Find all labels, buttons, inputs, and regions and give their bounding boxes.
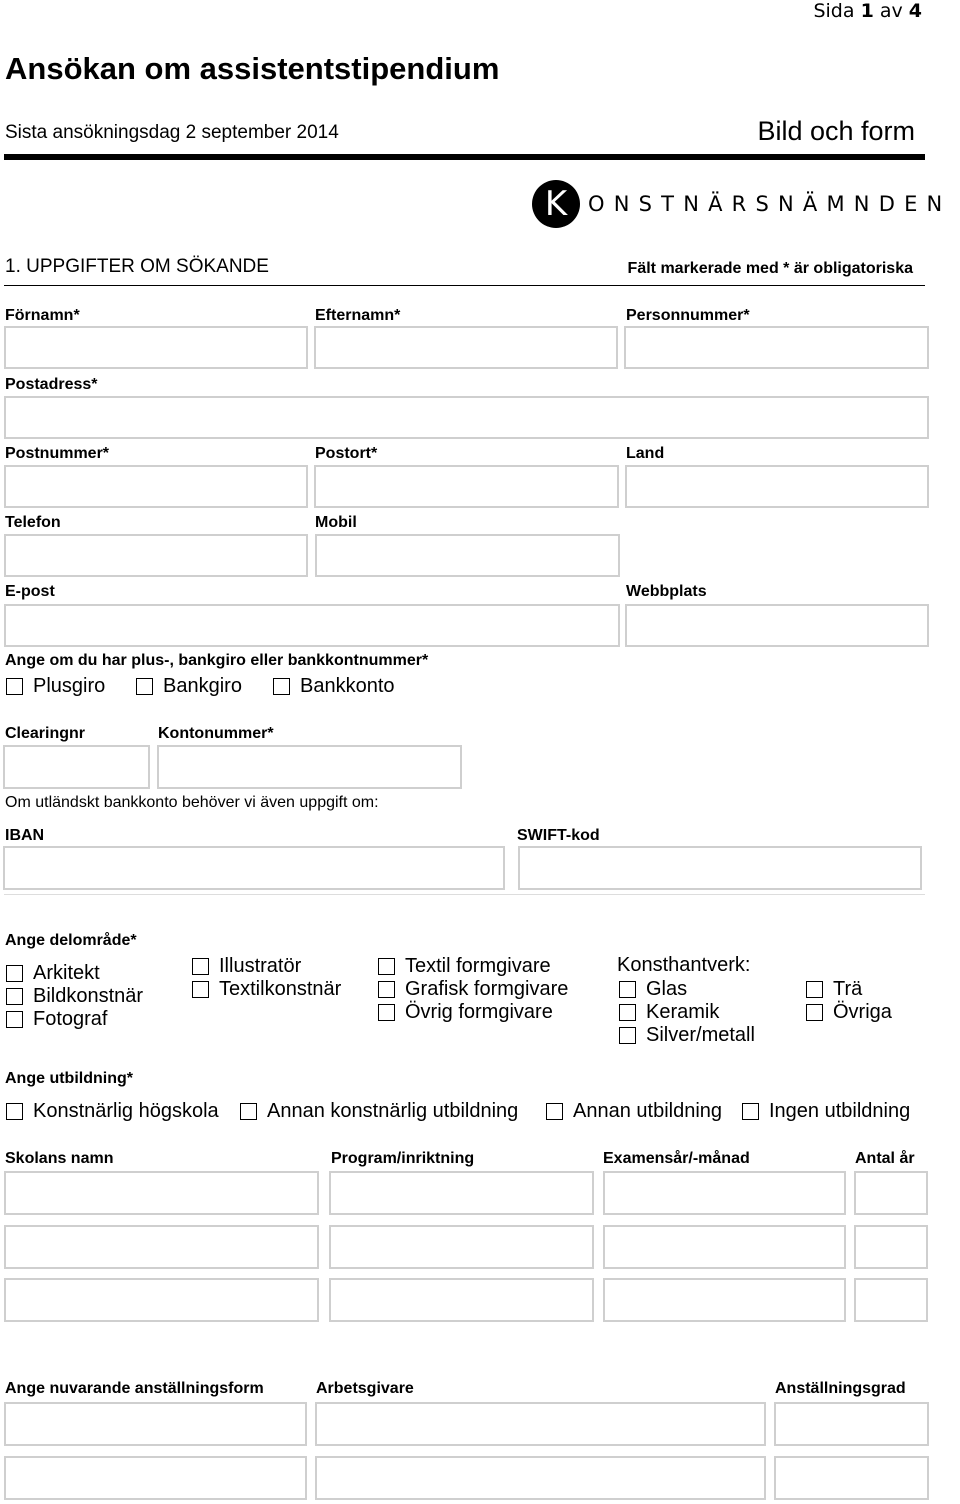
bankkonto-checkbox[interactable] [273, 675, 395, 698]
ingen-utbildning-checkbox[interactable] [742, 1100, 910, 1123]
webbplats-label: Webbplats [626, 583, 707, 600]
deadline-text: Sista ansökningsdag 2 september 2014 [5, 122, 339, 143]
skolans-namn-label: Skolans namn [5, 1150, 114, 1167]
page-number: Sida 1 av 4 [813, 0, 922, 22]
antal-ar-field[interactable] [854, 1171, 928, 1215]
checkbox-box[interactable] [192, 958, 209, 975]
personnummer-label: Personnummer* [626, 307, 750, 324]
arkitekt-checkbox[interactable] [6, 962, 100, 985]
annan-konstnarlig-utbildning-checkbox[interactable] [240, 1100, 518, 1123]
konstnarsnamnden-logo [532, 180, 951, 228]
konstnarlig-hogskola-checkbox[interactable] [6, 1100, 219, 1123]
checkbox-box[interactable] [378, 1004, 395, 1021]
swift-field[interactable] [518, 846, 922, 890]
illustrator-checkbox[interactable] [192, 955, 301, 978]
ovrig-formgivare-checkbox[interactable] [378, 1001, 553, 1024]
skolans-namn-field[interactable] [4, 1278, 319, 1322]
annan-utbildning-checkbox[interactable] [546, 1100, 722, 1123]
checkbox-label: Arkitekt [33, 962, 100, 984]
header-divider [4, 154, 925, 160]
checkbox-label: Silver/metall [646, 1024, 755, 1046]
fornamn-field[interactable] [4, 326, 308, 369]
postnummer-label: Postnummer* [5, 445, 110, 462]
glas-checkbox[interactable] [619, 978, 687, 1001]
clearingnr-field[interactable] [3, 745, 150, 789]
anstallningsform-label: Ange nuvarande anställningsform [5, 1380, 264, 1397]
clearingnr-label: Clearingnr [5, 725, 86, 742]
required-note: Fält markerade med * är obligatoriska [627, 260, 913, 277]
checkbox-box[interactable] [619, 1027, 636, 1044]
epost-field[interactable] [4, 604, 620, 647]
checkbox-box[interactable] [619, 1004, 636, 1021]
checkbox-label: Textil formgivare [405, 955, 551, 977]
checkbox-box[interactable] [806, 981, 823, 998]
checkbox-label: Konstnärlig högskola [33, 1100, 219, 1122]
efternamn-field[interactable] [314, 326, 618, 369]
arbetsgivare-field[interactable] [315, 1456, 766, 1500]
checkbox-box[interactable] [6, 988, 23, 1005]
postadress-label: Postadress* [5, 376, 98, 393]
ovriga-checkbox[interactable] [806, 1001, 892, 1024]
checkbox-box[interactable] [742, 1103, 759, 1120]
antal-ar-field[interactable] [854, 1278, 928, 1322]
iban-label: IBAN [5, 827, 45, 844]
checkbox-label: Keramik [646, 1001, 720, 1023]
silver-metall-checkbox[interactable] [619, 1024, 755, 1047]
epost-label: E-post [5, 583, 55, 600]
examensar-label: Examensår/-månad [603, 1150, 750, 1167]
antal-ar-field[interactable] [854, 1225, 928, 1269]
postort-label: Postort* [315, 445, 378, 462]
checkbox-label: Ingen utbildning [769, 1100, 911, 1122]
anstallningsgrad-label: Anställningsgrad [775, 1380, 906, 1397]
program-field[interactable] [329, 1278, 594, 1322]
keramik-checkbox[interactable] [619, 1001, 719, 1024]
foreign-account-note: Om utländskt bankkonto behöver vi även uppgift om: [5, 794, 379, 811]
tra-checkbox[interactable] [806, 978, 862, 1001]
anstallningsgrad-field[interactable] [774, 1456, 929, 1500]
checkbox-label: Annan konstnärlig utbildning [267, 1100, 519, 1122]
examensar-field[interactable] [603, 1225, 846, 1269]
delomrade-label: Ange delområde* [5, 932, 137, 949]
land-field[interactable] [625, 465, 929, 508]
checkbox-label: Grafisk formgivare [405, 978, 569, 1000]
bankgiro-checkbox[interactable] [136, 675, 242, 698]
telefon-field[interactable] [4, 534, 308, 577]
efternamn-label: Efternamn* [315, 307, 401, 324]
checkbox-box[interactable] [378, 981, 395, 998]
checkbox-box[interactable] [546, 1103, 563, 1120]
textilkonstnar-checkbox[interactable] [192, 978, 341, 1001]
kontonummer-label: Kontonummer* [158, 725, 274, 742]
postadress-field[interactable] [4, 396, 929, 439]
program-field[interactable] [329, 1171, 594, 1215]
fotograf-checkbox[interactable] [6, 1008, 107, 1031]
textil-formgivare-checkbox[interactable] [378, 955, 551, 978]
skolans-namn-field[interactable] [4, 1171, 319, 1215]
fornamn-label: Förnamn* [5, 307, 80, 324]
checkbox-label: Illustratör [219, 955, 302, 977]
program-field[interactable] [329, 1225, 594, 1269]
iban-field[interactable] [3, 846, 505, 890]
section-title: 1. UPPGIFTER OM SÖKANDE [5, 256, 269, 277]
page-title: Ansökan om assistentstipendium [5, 51, 500, 86]
postort-field[interactable] [314, 465, 619, 508]
checkbox-box[interactable] [273, 678, 290, 695]
land-label: Land [626, 445, 665, 462]
bank-divider [4, 894, 925, 895]
skolans-namn-field[interactable] [4, 1225, 319, 1269]
bank-question-label: Ange om du har plus-, bankgiro eller bankkontnummer* [5, 652, 429, 669]
utbildning-label: Ange utbildning* [5, 1070, 133, 1087]
konsthantverk-heading: Konsthantverk: [617, 954, 751, 976]
checkbox-label: Trä [833, 978, 863, 1000]
webbplats-field[interactable] [625, 604, 929, 647]
category-text: Bild och form [757, 116, 915, 146]
antal-ar-label: Antal år [855, 1150, 915, 1167]
checkbox-box[interactable] [378, 958, 395, 975]
checkbox-box[interactable] [6, 1011, 23, 1028]
checkbox-box[interactable] [192, 981, 209, 998]
kontonummer-field[interactable] [157, 745, 462, 789]
checkbox-box[interactable] [6, 678, 23, 695]
checkbox-box[interactable] [6, 965, 23, 982]
logo-text: ONSTNÄRSNÄMNDEN [588, 192, 952, 216]
arbetsgivare-label: Arbetsgivare [316, 1380, 414, 1397]
program-label: Program/inriktning [331, 1150, 475, 1167]
logo-k-circle: K [532, 180, 580, 228]
checkbox-label: Bankgiro [163, 675, 242, 697]
checkbox-box[interactable] [6, 1103, 23, 1120]
checkbox-box[interactable] [240, 1103, 257, 1120]
checkbox-label: Bildkonstnär [33, 985, 144, 1007]
checkbox-label: Textilkonstnär [219, 978, 342, 1000]
examensar-field[interactable] [603, 1278, 846, 1322]
checkbox-label: Annan utbildning [573, 1100, 723, 1122]
checkbox-box[interactable] [619, 981, 636, 998]
mobil-field[interactable] [315, 534, 620, 577]
checkbox-label: Bankkonto [300, 675, 395, 697]
postnummer-field[interactable] [4, 465, 308, 508]
checkbox-label: Glas [646, 978, 688, 1000]
anstallningsform-field[interactable] [4, 1402, 307, 1446]
grafisk-formgivare-checkbox[interactable] [378, 978, 568, 1001]
checkbox-label: Övriga [833, 1001, 892, 1023]
checkbox-label: Fotograf [33, 1008, 108, 1030]
checkbox-label: Övrig formgivare [405, 1001, 553, 1023]
plusgiro-checkbox[interactable] [6, 675, 105, 698]
personnummer-field[interactable] [624, 326, 929, 369]
arbetsgivare-field[interactable] [315, 1402, 766, 1446]
bildkonstnar-checkbox[interactable] [6, 985, 143, 1008]
examensar-field[interactable] [603, 1171, 846, 1215]
checkbox-label: Plusgiro [33, 675, 106, 697]
section-divider [4, 285, 925, 286]
swift-label: SWIFT-kod [517, 827, 600, 844]
anstallningsform-field[interactable] [4, 1456, 307, 1500]
anstallningsgrad-field[interactable] [774, 1402, 929, 1446]
checkbox-box[interactable] [806, 1004, 823, 1021]
mobil-label: Mobil [315, 514, 357, 531]
checkbox-box[interactable] [136, 678, 153, 695]
telefon-label: Telefon [5, 514, 61, 531]
